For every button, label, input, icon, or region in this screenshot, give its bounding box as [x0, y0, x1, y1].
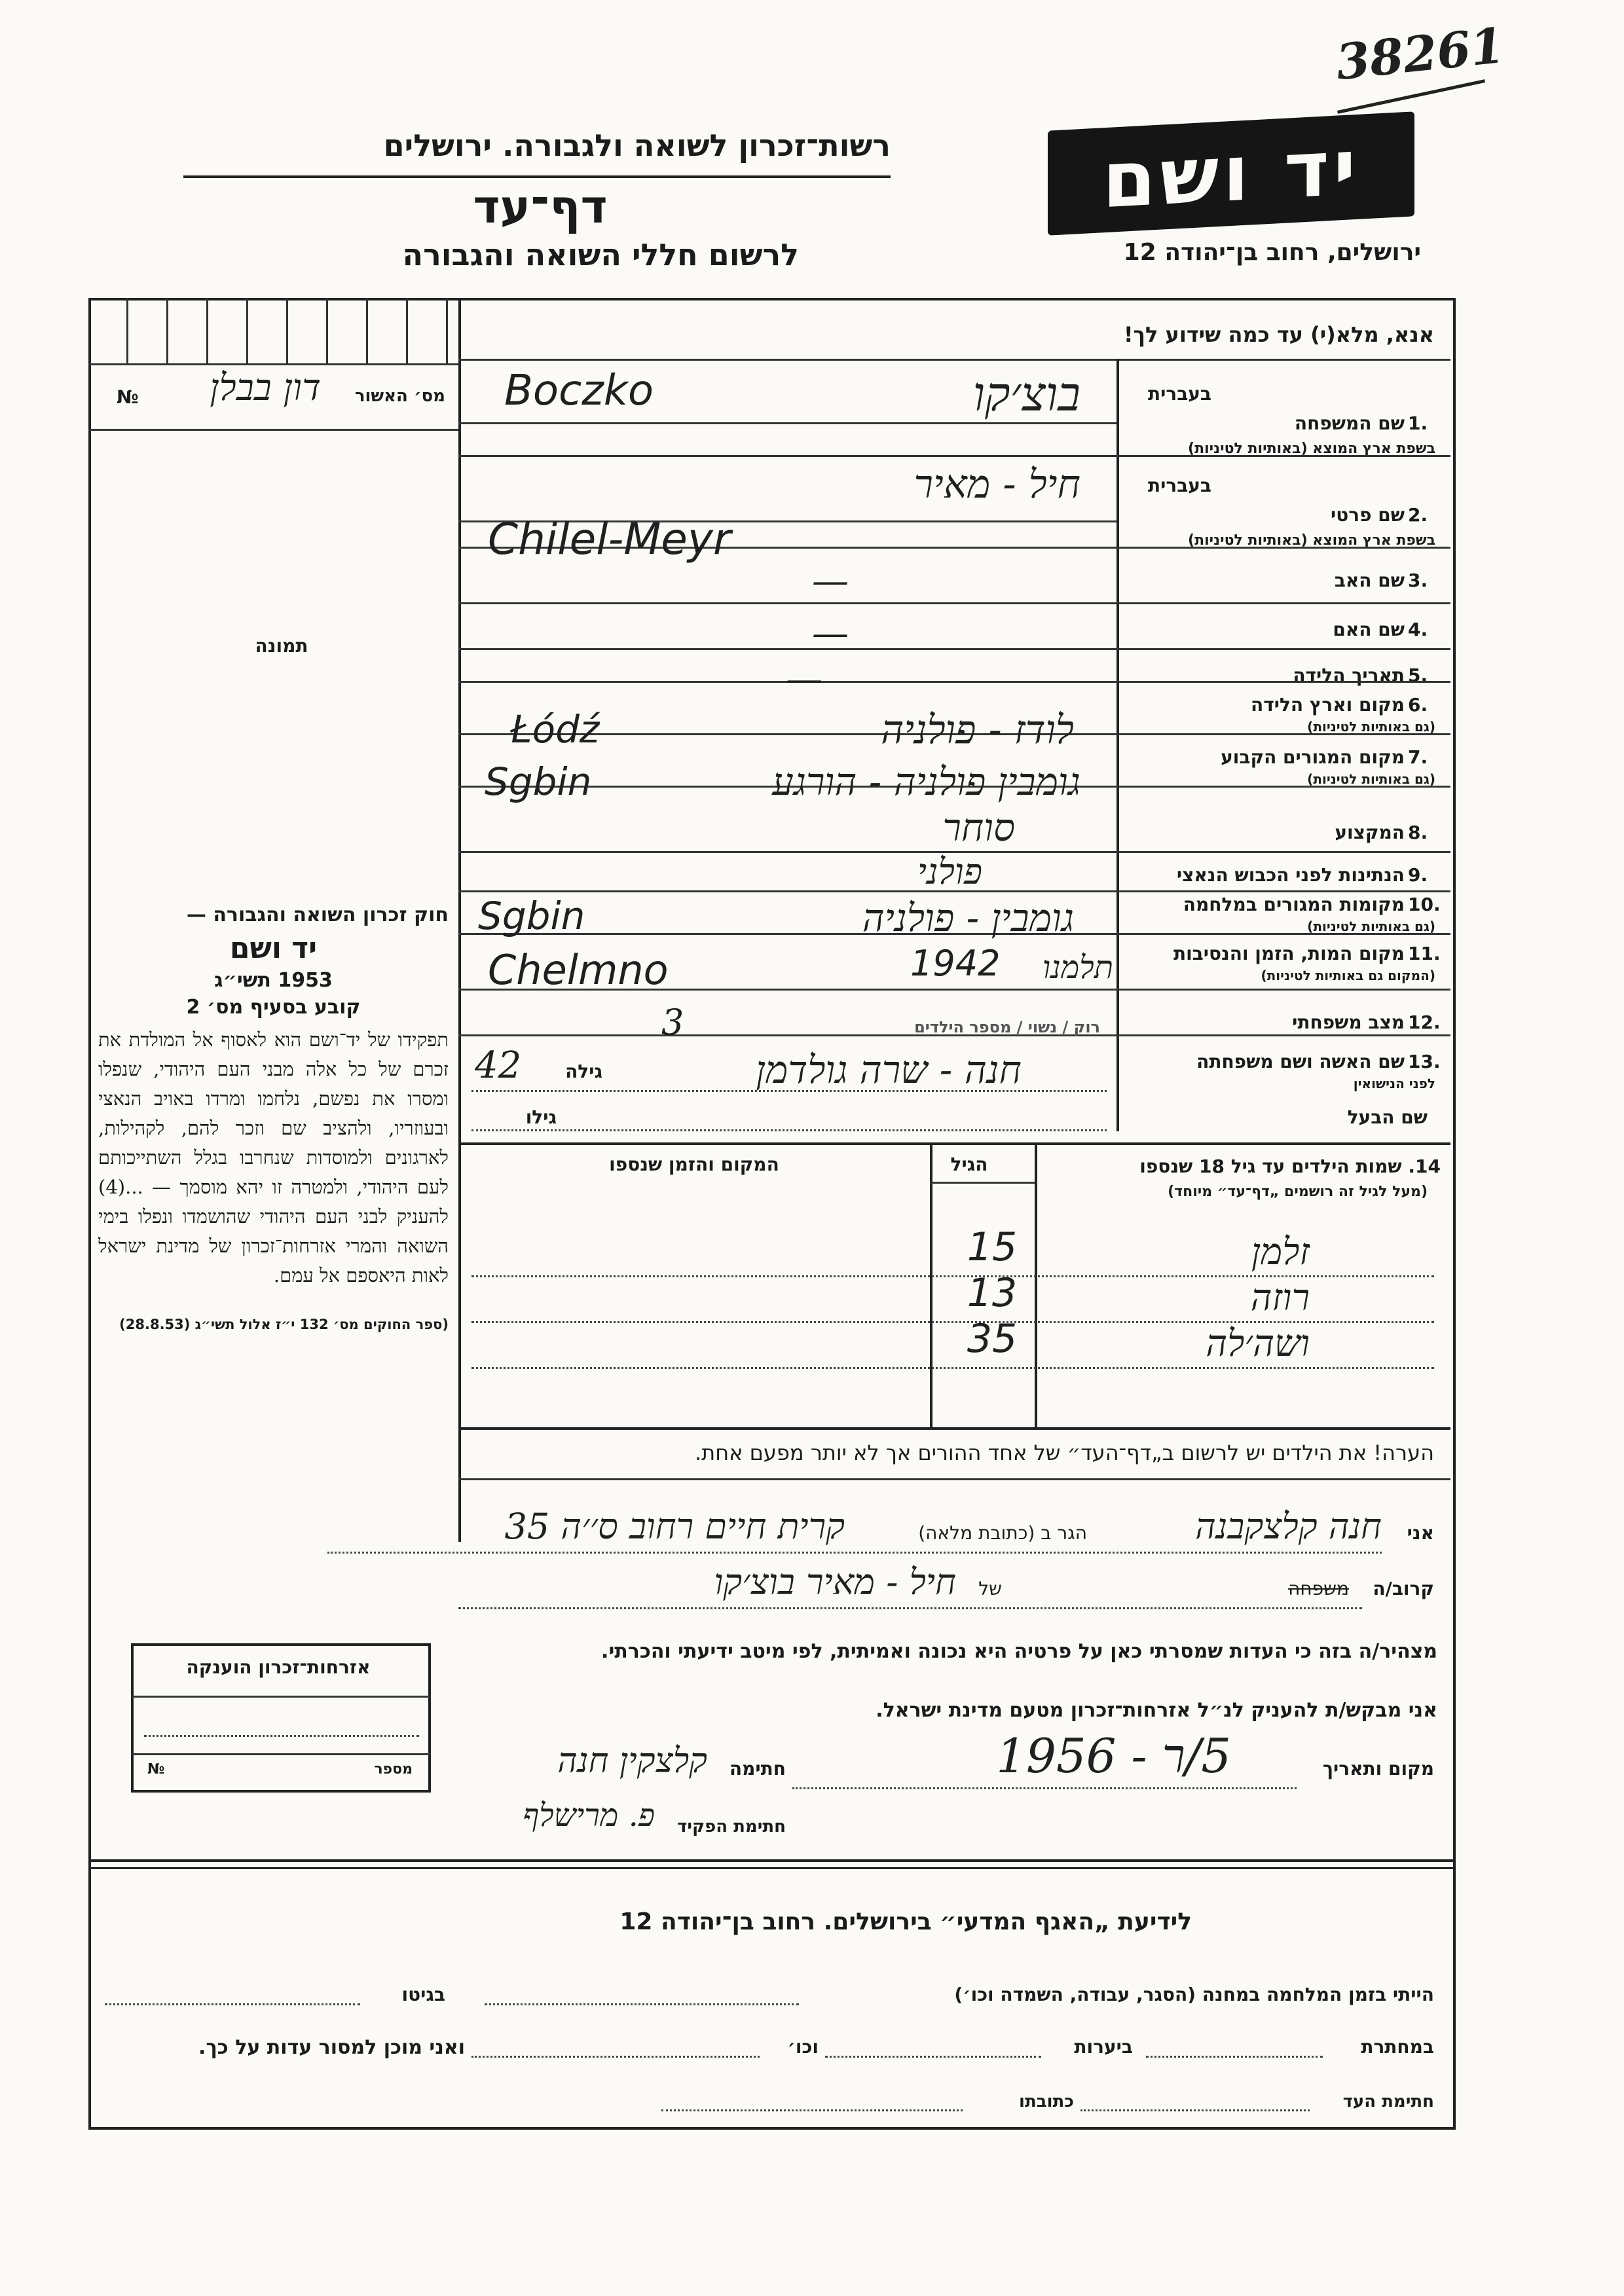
wartime-residence-hebrew: גומבין - פולניה — [862, 896, 1074, 940]
children-col-divider-1 — [1035, 1142, 1037, 1427]
death-note-value: תלמנו — [1042, 949, 1113, 986]
lang-tag-surname: בעברית — [1147, 383, 1211, 405]
decl-place-date-line — [792, 1787, 1297, 1789]
field-label: מקום וארץ הלידה — [1251, 694, 1405, 716]
father-value: — — [812, 560, 849, 602]
residence-latin: Sgbin — [485, 759, 592, 804]
field-label: שם האם — [1333, 619, 1405, 640]
field-number: 9. — [1408, 864, 1428, 886]
law-section: קובע בסעיף מס׳ 2 — [186, 996, 361, 1019]
children-place-col: המקום והזמן שנספו — [609, 1154, 779, 1175]
decl-line-2 — [458, 1607, 1362, 1609]
children-count-value: 3 — [661, 1002, 684, 1043]
field-number: 5. — [1408, 665, 1428, 686]
archive-line3-a: חתימת העד — [1342, 2092, 1434, 2111]
field-label: שם האב — [1334, 570, 1405, 591]
surname-latin: Boczko — [504, 367, 654, 415]
decl-official-value: פ. מרישלף — [523, 1797, 655, 1834]
authority-title: רשות־זכרון לשואה ולגבורה. ירושלים — [383, 128, 891, 163]
child-row-line — [471, 1367, 1434, 1369]
decl-line3: אני מבקש/ת להעניק לנ״ל אזרחות־זכרון מטעם מדינת ישראל. — [876, 1699, 1437, 1722]
value-sub-line — [458, 422, 1116, 424]
decl-line2: מצהיר/ה בזה כי העדות שמסרתי כאן על פרטיה היא נכונה ואמיתית, לפי מיטב ידיעתי והכרתי. — [601, 1640, 1437, 1663]
decl-lives-at: הגר ב (כתובת מלאה) — [918, 1522, 1087, 1544]
archive-line1-a: הייתי בזמן המלחמה במחנה (הסגר, עבודה, השמדה וכו׳) — [954, 1984, 1434, 2005]
approval-ticks — [88, 298, 458, 365]
decl-deceased-name: חיל - מאיר בוצ׳קו — [714, 1561, 956, 1603]
approval-label: מס׳ האשור — [354, 386, 445, 406]
archive-line1-dots-b — [105, 2003, 360, 2005]
child-age: 15 — [967, 1224, 1018, 1270]
residence-hebrew: גומבין פולניה - הורגע — [772, 759, 1080, 804]
field-number: 1. — [1408, 412, 1428, 434]
archive-line3-dots-a — [1080, 2109, 1310, 2111]
field-label: שם המשפחה — [1294, 412, 1405, 434]
child-name: ושה׳לה — [1206, 1322, 1310, 1365]
decl-place-date-label: מקום ותאריך — [1322, 1758, 1434, 1779]
decl-relation-printed: משפחה — [1288, 1578, 1349, 1599]
firstname-hebrew: חיל - מאיר — [913, 462, 1080, 507]
decl-filler-name: חנה קלצקבנה — [1195, 1506, 1382, 1547]
surname-hebrew: בוצ׳קו — [972, 367, 1080, 422]
field-label: תאריך הלידה — [1293, 665, 1405, 686]
husband-label: שם הבעל — [1347, 1106, 1428, 1128]
approval-value: דון בבלן — [210, 367, 321, 409]
child-name: זלמן — [1251, 1231, 1310, 1273]
lang-tag-firstname: בעברית — [1147, 475, 1211, 496]
children-bottom-line — [458, 1427, 1450, 1430]
archive-line1-dots-a — [485, 2003, 799, 2005]
instruction-line — [458, 359, 1450, 361]
label-column-divider — [1116, 359, 1119, 1131]
law-ref: (ספר החוקים מס׳ 132 י״ז אלול תשי״ג (28.8.53) — [119, 1317, 449, 1332]
law-year: 1953 תשי״ג — [214, 969, 333, 992]
mother-value: — — [812, 612, 849, 655]
field-sublabel: בשפת ארץ המוצא (באותיות לטיניות) — [1188, 441, 1435, 457]
archive-line2-dots-a — [1146, 2056, 1323, 2058]
child-name: רוזה — [1250, 1277, 1310, 1319]
archive-line2-dots-c — [471, 2056, 760, 2058]
decl-of-label: של — [978, 1578, 1002, 1599]
archive-line2-d: ואני מוכן למסור עדות על כך. — [198, 2036, 465, 2059]
decl-place-date-value: 5/ר - 1956 — [996, 1728, 1231, 1783]
birth-date-value: — — [786, 658, 822, 701]
approval-no-sign: № — [117, 386, 139, 408]
archive-line1-b: בגיטו — [401, 1984, 445, 2005]
death-place-value: Chelmno — [488, 946, 669, 994]
law-name: יד ושם — [229, 932, 318, 965]
photo-label: תמונה — [255, 635, 308, 657]
field-label: מקומות המגורים במלחמה — [1183, 894, 1405, 915]
field-label: מקום המגורים הקבוע — [1221, 746, 1405, 768]
field-label: מצב משפחתי — [1292, 1011, 1405, 1033]
form-title: דף־עד — [473, 180, 608, 234]
archive-title: לידיעת „האגף המדעי״ בירושלים. רחוב בן־יהודה 12 — [619, 1908, 1192, 1935]
field-number: 8. — [1408, 822, 1428, 843]
wife-value: חנה - שרה גולדמן — [756, 1048, 1022, 1092]
citizenship-line-1 — [131, 1696, 431, 1698]
death-year-value: 1942 — [910, 943, 1001, 984]
field-number: 4. — [1408, 619, 1428, 640]
yad-vashem-logo — [1048, 111, 1414, 235]
field-sublabel: (גם באותיות לטיניות) — [1307, 719, 1435, 735]
children-top-line — [458, 1142, 1450, 1145]
archive-line3-dots-b — [661, 2109, 963, 2111]
decl-ani: אני — [1407, 1522, 1434, 1544]
children-note: (מעל לגיל זה רושמים „דף־עד״ מיוחד) — [1168, 1184, 1428, 1200]
decl-signature-value: קלצקין חנה — [557, 1741, 707, 1781]
field-sublabel: (המקום גם באותיות לטיניות) — [1261, 968, 1435, 983]
citizenship-no-sign: № — [147, 1761, 165, 1777]
husband-line — [471, 1129, 1107, 1131]
field-label: שם האשה ושם משפחתה — [1196, 1051, 1405, 1072]
decl-official-label: חתימת הפקיד — [677, 1817, 786, 1836]
birth-place-hebrew: לודז - פולניה — [881, 707, 1074, 753]
header-address: ירושלים, רחוב בן־יהודה 12 — [1123, 239, 1421, 266]
authority-underline — [183, 175, 891, 178]
field-label: שם פרטי — [1330, 504, 1405, 526]
field-label: מקום המות, הזמן והנסיבות — [1173, 943, 1405, 964]
archive-number: 38261 — [1333, 17, 1507, 92]
citizenship-title: אזרחות־זכרון הוענקה — [186, 1656, 371, 1678]
wife-age-label: גילה — [565, 1061, 602, 1082]
archive-line2-dots-b — [825, 2056, 1041, 2058]
family-status-printed: רוק / נשוי / מספר הילדים — [914, 1018, 1100, 1036]
field-sublabel: (גם באותיות לטיניות) — [1307, 919, 1435, 934]
field-row-line — [458, 648, 1450, 650]
field-number: 10. — [1408, 894, 1441, 915]
citizenship-number-label: מספר — [374, 1761, 413, 1777]
decl-filler-address: קרית חיים רחוב ס׳׳ה 35 — [504, 1506, 845, 1547]
archive-line2-c: וכו׳ — [787, 2036, 819, 2058]
archive-line2-b: ביערות — [1074, 2036, 1133, 2058]
wife-line — [471, 1090, 1107, 1092]
instruction-text: אנא, מלא(י) עד כמה שידוע לך! — [1123, 322, 1434, 347]
section-separator-1 — [88, 1859, 1454, 1862]
field-number: 11. — [1408, 943, 1441, 964]
field-sublabel: (גם באותיות לטיניות) — [1307, 771, 1435, 787]
field-sublabel: לפני הנישואין — [1353, 1076, 1435, 1091]
field-row-line — [458, 681, 1450, 683]
birth-place-latin: Łódź — [511, 707, 600, 752]
note-line: הערה! את הילדים יש לרשום ב„דף־העד״ של אחד ההורים אך לא יותר מפעם אחת. — [694, 1440, 1434, 1465]
field-number: 7. — [1408, 746, 1428, 768]
children-col-divider-2 — [930, 1142, 932, 1427]
field-number: 13. — [1408, 1051, 1441, 1072]
law-title: חוק זכרון השואה והגבורה — — [186, 903, 449, 926]
citizenship-line-3 — [131, 1753, 431, 1755]
archive-line2-a: במחתרת — [1361, 2036, 1434, 2058]
decl-signature-label: חתימה — [729, 1758, 786, 1779]
citizenship-line-2 — [144, 1735, 419, 1737]
left-column-divider — [458, 298, 461, 1542]
approval-line — [88, 429, 458, 431]
wife-age-value: 42 — [475, 1044, 522, 1087]
field-row-line — [458, 602, 1450, 604]
form-subtitle: לרשום חללי השואה והגבורה — [402, 237, 799, 272]
note-bottom-line — [458, 1478, 1450, 1480]
children-age-col: הגיל — [950, 1154, 988, 1175]
profession-value: סוחר — [942, 805, 1015, 850]
child-age: 13 — [967, 1270, 1018, 1316]
field-sublabel: בשפת ארץ המוצא (באותיות לטיניות) — [1188, 532, 1435, 549]
law-text: תפקידו של יד־ושם הוא לאסוף אל המולדת את זכרם של כל אלה מבני העם היהודי, שנפלו ומסרו את נפשם, נלחמו ומרדו באויב הנאצי ובעוזריו, ולהציב שם וזכר להם, לקהילות, לארגונים ולמוסדות שנחרבו בגלל השתייכותם לעם היהודי, ולמטרה זו יהא מוסמך — ...(4) להעניק לבני העם היהודי שהושמדו ונפלו בימי השואה והמרי אזרחות־זכרון של מדינת ישראל לאות היאספם אל עמם. — [98, 1029, 449, 1286]
children-title: 14. שמות הילדים עד גיל 18 שנספו — [1139, 1156, 1441, 1177]
nationality-value: פולני — [917, 851, 982, 892]
field-number: 2. — [1408, 504, 1428, 526]
field-row-line — [458, 455, 1450, 457]
decl-line-1 — [327, 1552, 1382, 1554]
field-number: 6. — [1408, 694, 1428, 716]
field-number: 12. — [1408, 1011, 1441, 1033]
archive-line3-b: כתובתו — [1019, 2092, 1074, 2111]
field-number: 3. — [1408, 570, 1428, 591]
law-box — [98, 903, 449, 1332]
husband-age-label: גילו — [525, 1106, 557, 1128]
children-header-line — [930, 1182, 1035, 1184]
logo-text: יד ושם — [1102, 121, 1360, 226]
section-separator-2 — [88, 1867, 1454, 1869]
decl-relative-label: קרוב/ה — [1373, 1578, 1434, 1599]
child-age: 35 — [967, 1316, 1018, 1362]
wartime-residence-latin: Sgbin — [478, 894, 585, 938]
field-label: המקצוע — [1335, 822, 1405, 843]
firstname-latin: Chilel-Meyr — [488, 514, 731, 564]
field-label: הנתינות לפני הכבוש הנאצי — [1176, 864, 1405, 886]
